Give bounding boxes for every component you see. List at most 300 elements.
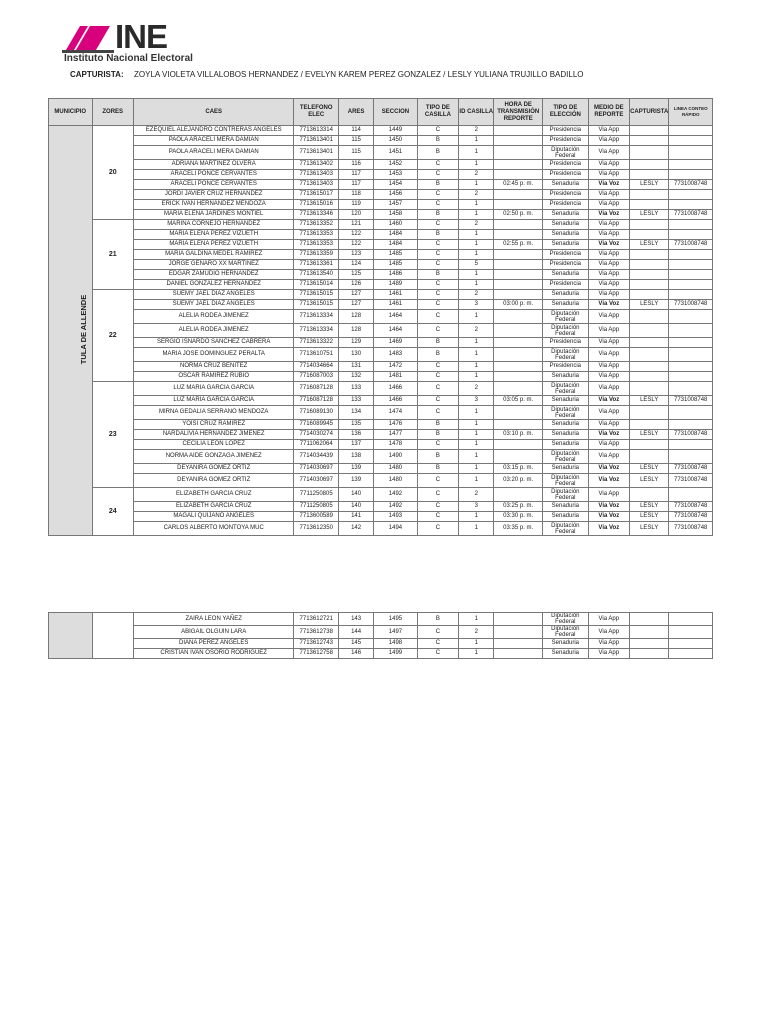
cell-hora: 02:45 p. m. <box>494 180 543 190</box>
cell-tipo-eleccion: Diputación Federal <box>543 348 589 362</box>
cell-medio: Via App <box>588 250 629 260</box>
table-row <box>49 324 713 338</box>
cell-hora: 03:35 p. m. <box>494 522 543 536</box>
cell-telefono: 7713613352 <box>294 220 339 230</box>
cell-tipo-casilla: B <box>417 420 458 430</box>
cell-seccion: 1460 <box>374 220 418 230</box>
cell-tipo-eleccion: Senaduria <box>543 440 589 450</box>
cell-hora <box>494 626 543 639</box>
cell-ares: 137 <box>339 440 374 450</box>
municipio-label: TULA DE ALLENDE <box>79 294 89 365</box>
cell-caes: SUEMY JAEL DIAZ ANGELES <box>133 290 294 300</box>
cell-linea <box>669 290 713 300</box>
table-row <box>49 382 713 396</box>
cell-id-casilla: 1 <box>459 210 494 220</box>
table-row <box>49 338 713 348</box>
cell-telefono: 7713613314 <box>294 126 339 136</box>
cell-seccion: 1498 <box>374 639 418 649</box>
cell-tipo-casilla: B <box>417 230 458 240</box>
table-row <box>49 230 713 240</box>
cell-hora: 03:25 p. m. <box>494 502 543 512</box>
table-row <box>49 170 713 180</box>
cell-tipo-casilla: C <box>417 512 458 522</box>
cell-linea: 7731008748 <box>669 464 713 474</box>
table-row <box>49 348 713 362</box>
cell-medio: Via Voz <box>588 240 629 250</box>
cell-tipo-eleccion: Diputación Federal <box>543 382 589 396</box>
cell-tipo-eleccion: Diputación Federal <box>543 406 589 420</box>
cell-hora <box>494 250 543 260</box>
cell-hora <box>494 338 543 348</box>
cell-id-casilla: 1 <box>459 310 494 324</box>
cell-seccion: 1480 <box>374 474 418 488</box>
cell-id-casilla: 1 <box>459 362 494 372</box>
cell-seccion: 1469 <box>374 338 418 348</box>
cell-tipo-eleccion: Senaduria <box>543 464 589 474</box>
cell-tipo-casilla: C <box>417 240 458 250</box>
cell-medio: Via App <box>588 220 629 230</box>
cell-capturista <box>630 200 669 210</box>
cell-tipo-casilla: B <box>417 338 458 348</box>
cell-caes: LUZ MARIA GARCIA GARCIA <box>133 396 294 406</box>
cell-tipo-eleccion: Senaduria <box>543 220 589 230</box>
cell-linea <box>669 338 713 348</box>
cell-medio: Via App <box>588 270 629 280</box>
cell-telefono: 7713613359 <box>294 250 339 260</box>
cell-linea <box>669 200 713 210</box>
cell-telefono: 7713615015 <box>294 290 339 300</box>
cell-ares: 135 <box>339 420 374 430</box>
cell-tipo-eleccion: Presidencia <box>543 160 589 170</box>
cell-tipo-eleccion: Diputación Federal <box>543 522 589 536</box>
cell-tipo-casilla: B <box>417 348 458 362</box>
cell-ares: 130 <box>339 348 374 362</box>
cell-tipo-casilla: B <box>417 210 458 220</box>
cell-capturista <box>630 626 669 639</box>
table-row <box>49 649 713 659</box>
cell-ares: 129 <box>339 338 374 348</box>
cell-telefono: 7713613401 <box>294 146 339 160</box>
cell-medio: Via Voz <box>588 464 629 474</box>
cell-seccion: 1497 <box>374 626 418 639</box>
cell-tipo-casilla: C <box>417 440 458 450</box>
cell-id-casilla: 1 <box>459 464 494 474</box>
cell-telefono: 7713612758 <box>294 649 339 659</box>
cell-medio: Via App <box>588 324 629 338</box>
cell-caes: SUEMY JAEL DIAZ ANGELES <box>133 300 294 310</box>
cell-telefono: 7711062064 <box>294 440 339 450</box>
cell-tipo-eleccion: Senaduria <box>543 180 589 190</box>
cell-medio: Via App <box>588 372 629 382</box>
cell-hora <box>494 613 543 626</box>
cell-caes: ZAIRA LEON YAÑEZ <box>133 613 294 626</box>
cell-ares: 146 <box>339 649 374 659</box>
report-table-continuation <box>48 612 713 659</box>
cell-caes: SERGIO ISNARDO SANCHEZ CABRERA <box>133 338 294 348</box>
cell-tipo-eleccion: Diputación Federal <box>543 613 589 626</box>
cell-capturista: LESLY <box>630 512 669 522</box>
table-row <box>49 190 713 200</box>
cell-ares: 117 <box>339 170 374 180</box>
cell-caes: CECILIA LEON LOPEZ <box>133 440 294 450</box>
cell-seccion: 1451 <box>374 146 418 160</box>
cell-linea <box>669 348 713 362</box>
cell-capturista <box>630 310 669 324</box>
zone-label: 24 <box>92 488 133 536</box>
cell-medio: Via App <box>588 450 629 464</box>
cell-medio: Via App <box>588 362 629 372</box>
cell-id-casilla: 1 <box>459 240 494 250</box>
cell-tipo-eleccion: Presidencia <box>543 362 589 372</box>
cell-medio: Via Voz <box>588 210 629 220</box>
cell-id-casilla: 1 <box>459 522 494 536</box>
table-header-row <box>49 99 713 126</box>
cell-caes: CRISTIAN IVAN OSORIO RODRIGUEZ <box>133 649 294 659</box>
cell-capturista: LESLY <box>630 430 669 440</box>
cell-caes: NARDALIVIA HERNANDEZ JIMENEZ <box>133 430 294 440</box>
cell-telefono: 7714034439 <box>294 450 339 464</box>
cell-tipo-casilla: C <box>417 382 458 396</box>
cell-seccion: 1454 <box>374 180 418 190</box>
cell-capturista: LESLY <box>630 180 669 190</box>
cell-medio: Via App <box>588 348 629 362</box>
cell-medio: Via App <box>588 290 629 300</box>
cell-id-casilla: 1 <box>459 146 494 160</box>
cell-linea <box>669 639 713 649</box>
cell-medio: Via App <box>588 280 629 290</box>
cell-seccion: 1449 <box>374 126 418 136</box>
table-row <box>49 440 713 450</box>
cell-tipo-eleccion: Senaduria <box>543 396 589 406</box>
cell-hora <box>494 260 543 270</box>
cell-hora <box>494 450 543 464</box>
cell-ares: 133 <box>339 396 374 406</box>
table-row <box>49 270 713 280</box>
table-row <box>49 220 713 230</box>
table-row <box>49 450 713 464</box>
cell-ares: 138 <box>339 450 374 464</box>
cell-tipo-eleccion: Diputación Federal <box>543 450 589 464</box>
cell-hora <box>494 290 543 300</box>
cell-hora <box>494 190 543 200</box>
cell-tipo-casilla: B <box>417 180 458 190</box>
cell-capturista <box>630 488 669 502</box>
cell-tipo-eleccion: Senaduria <box>543 372 589 382</box>
cell-linea <box>669 170 713 180</box>
cell-ares: 118 <box>339 190 374 200</box>
cell-tipo-eleccion: Senaduria <box>543 290 589 300</box>
table-row <box>49 613 713 626</box>
zone-label <box>92 613 133 659</box>
cell-ares: 132 <box>339 372 374 382</box>
cell-medio: Via App <box>588 420 629 430</box>
cell-tipo-eleccion: Senaduria <box>543 649 589 659</box>
cell-capturista <box>630 639 669 649</box>
cell-seccion: 1450 <box>374 136 418 146</box>
cell-hora <box>494 136 543 146</box>
cell-seccion: 1495 <box>374 613 418 626</box>
cell-linea <box>669 488 713 502</box>
cell-ares: 131 <box>339 362 374 372</box>
cell-caes: EZEQUIEL ALEJANDRO CONTRERAS ANGELES <box>133 126 294 136</box>
cell-id-casilla: 2 <box>459 220 494 230</box>
cell-seccion: 1476 <box>374 420 418 430</box>
cell-medio: Via App <box>588 260 629 270</box>
cell-capturista <box>630 440 669 450</box>
cell-linea <box>669 372 713 382</box>
cell-tipo-casilla: B <box>417 270 458 280</box>
cell-telefono: 7716087128 <box>294 382 339 396</box>
cell-hora <box>494 310 543 324</box>
header-ares: ARES <box>339 99 374 126</box>
cell-caes: PAOLA ARACELI MERA DAMIAN <box>133 136 294 146</box>
table-row <box>49 300 713 310</box>
cell-linea: 7731008748 <box>669 502 713 512</box>
municipio-cell <box>49 613 93 659</box>
cell-tipo-eleccion: Diputación Federal <box>543 474 589 488</box>
cell-ares: 117 <box>339 180 374 190</box>
cell-hora <box>494 270 543 280</box>
cell-linea <box>669 626 713 639</box>
cell-tipo-casilla: C <box>417 626 458 639</box>
cell-seccion: 1494 <box>374 522 418 536</box>
cell-linea <box>669 440 713 450</box>
cell-tipo-eleccion: Senaduria <box>543 230 589 240</box>
cell-id-casilla: 2 <box>459 190 494 200</box>
cell-tipo-casilla: B <box>417 136 458 146</box>
cell-capturista <box>630 220 669 230</box>
table-row <box>49 512 713 522</box>
cell-tipo-eleccion: Presidencia <box>543 338 589 348</box>
cell-seccion: 1485 <box>374 250 418 260</box>
cell-seccion: 1490 <box>374 450 418 464</box>
cell-linea <box>669 160 713 170</box>
cell-medio: Via App <box>588 488 629 502</box>
table-row <box>49 290 713 300</box>
header-tipo-casilla: TIPO DE CASILLA <box>417 99 458 126</box>
cell-ares: 142 <box>339 522 374 536</box>
cell-caes: NORMA AIDE GONZAGA JIMENEZ <box>133 450 294 464</box>
cell-hora: 03:00 p. m. <box>494 300 543 310</box>
cell-capturista <box>630 348 669 362</box>
cell-hora: 03:05 p. m. <box>494 396 543 406</box>
cell-caes: MARINA CORNEJO HERNANDEZ <box>133 220 294 230</box>
cell-tipo-eleccion: Presidencia <box>543 190 589 200</box>
table-row <box>49 626 713 639</box>
cell-linea <box>669 190 713 200</box>
cell-telefono: 7713613361 <box>294 260 339 270</box>
cell-linea: 7731008748 <box>669 210 713 220</box>
cell-linea <box>669 260 713 270</box>
cell-telefono: 7713612721 <box>294 613 339 626</box>
table-row <box>49 464 713 474</box>
table-row <box>49 260 713 270</box>
cell-ares: 122 <box>339 240 374 250</box>
cell-id-casilla: 1 <box>459 649 494 659</box>
cell-telefono: 7713613334 <box>294 324 339 338</box>
cell-id-casilla: 1 <box>459 406 494 420</box>
cell-hora <box>494 230 543 240</box>
cell-capturista <box>630 170 669 180</box>
cell-medio: Via Voz <box>588 474 629 488</box>
cell-hora <box>494 170 543 180</box>
cell-telefono: 7713613322 <box>294 338 339 348</box>
cell-caes: ABIGAIL OLGUIN LARA <box>133 626 294 639</box>
cell-tipo-casilla: B <box>417 464 458 474</box>
cell-telefono: 7714030697 <box>294 474 339 488</box>
cell-telefono: 7713613401 <box>294 136 339 146</box>
cell-id-casilla: 1 <box>459 270 494 280</box>
cell-id-casilla: 1 <box>459 613 494 626</box>
cell-telefono: 7713613403 <box>294 170 339 180</box>
cell-medio: Via App <box>588 382 629 396</box>
cell-hora <box>494 280 543 290</box>
cell-hora <box>494 160 543 170</box>
cell-id-casilla: 1 <box>459 136 494 146</box>
cell-tipo-eleccion: Diputación Federal <box>543 488 589 502</box>
cell-id-casilla: 1 <box>459 512 494 522</box>
cell-caes: ELIZABETH GARCIA CRUZ <box>133 488 294 502</box>
cell-capturista <box>630 250 669 260</box>
cell-seccion: 1458 <box>374 210 418 220</box>
header-tipo-eleccion: TIPO DE ELECCIÓN <box>543 99 589 126</box>
cell-ares: 128 <box>339 324 374 338</box>
cell-tipo-casilla: B <box>417 430 458 440</box>
cell-medio: Via App <box>588 639 629 649</box>
cell-id-casilla: 2 <box>459 170 494 180</box>
cell-caes: PAOLA ARACELI MERA DAMIAN <box>133 146 294 160</box>
cell-hora <box>494 382 543 396</box>
cell-telefono: 7713613353 <box>294 240 339 250</box>
cell-tipo-casilla: C <box>417 522 458 536</box>
cell-caes: MARIA GALDINA MEDEL RAMIREZ <box>133 250 294 260</box>
cell-caes: ARACELI PONCE CERVANTES <box>133 180 294 190</box>
cell-tipo-casilla: C <box>417 200 458 210</box>
cell-caes: ADRIANA MARTINEZ OLVERA <box>133 160 294 170</box>
cell-id-casilla: 1 <box>459 348 494 362</box>
cell-tipo-casilla: C <box>417 260 458 270</box>
cell-id-casilla: 1 <box>459 160 494 170</box>
cell-caes: CARLOS ALBERTO MONTOYA MUC <box>133 522 294 536</box>
cell-seccion: 1477 <box>374 430 418 440</box>
cell-tipo-casilla: C <box>417 190 458 200</box>
cell-tipo-casilla: C <box>417 362 458 372</box>
cell-ares: 115 <box>339 136 374 146</box>
cell-caes: LUZ MARIA GARCIA GARCIA <box>133 382 294 396</box>
cell-linea <box>669 450 713 464</box>
header-linea: LINEA CONTEO RÁPIDO <box>669 99 713 126</box>
cell-ares: 127 <box>339 300 374 310</box>
cell-seccion: 1492 <box>374 488 418 502</box>
capturista-value: ZOYLA VIOLETA VILLALOBOS HERNANDEZ / EVELYN KAREM PEREZ GONZALEZ / LESLY YULIANA TRUJILLO BADILLO <box>134 70 584 79</box>
cell-seccion: 1492 <box>374 502 418 512</box>
cell-caes: JORGE GENARO XX MARTINEZ <box>133 260 294 270</box>
cell-hora <box>494 362 543 372</box>
cell-medio: Via Voz <box>588 430 629 440</box>
cell-telefono: 7713613353 <box>294 230 339 240</box>
cell-telefono: 7713615015 <box>294 300 339 310</box>
cell-id-casilla: 2 <box>459 626 494 639</box>
cell-caes: OSCAR RAMIREZ RUBIO <box>133 372 294 382</box>
cell-hora: 03:15 p. m. <box>494 464 543 474</box>
cell-tipo-casilla: C <box>417 649 458 659</box>
cell-telefono: 7716089130 <box>294 406 339 420</box>
cell-telefono: 7714034664 <box>294 362 339 372</box>
cell-linea: 7731008748 <box>669 430 713 440</box>
cell-capturista: LESLY <box>630 396 669 406</box>
table-row <box>49 420 713 430</box>
cell-tipo-eleccion: Presidencia <box>543 250 589 260</box>
cell-capturista <box>630 230 669 240</box>
cell-seccion: 1461 <box>374 290 418 300</box>
cell-caes: DEYANIRA GOMEZ ORTIZ <box>133 474 294 488</box>
cell-capturista <box>630 126 669 136</box>
cell-telefono: 7716087003 <box>294 372 339 382</box>
cell-capturista <box>630 649 669 659</box>
table-row <box>49 639 713 649</box>
cell-seccion: 1484 <box>374 240 418 250</box>
cell-capturista: LESLY <box>630 464 669 474</box>
cell-linea <box>669 126 713 136</box>
cell-id-casilla: 5 <box>459 260 494 270</box>
cell-capturista <box>630 420 669 430</box>
cell-caes: MIRNA GEDALIA SERRANO MENDOZA <box>133 406 294 420</box>
cell-tipo-eleccion: Senaduria <box>543 210 589 220</box>
cell-id-casilla: 1 <box>459 372 494 382</box>
cell-caes: ERICK IVAN HERNANDEZ MENDOZA <box>133 200 294 210</box>
cell-medio: Via App <box>588 613 629 626</box>
cell-ares: 139 <box>339 474 374 488</box>
cell-seccion: 1474 <box>374 406 418 420</box>
cell-ares: 119 <box>339 200 374 210</box>
table-row <box>49 372 713 382</box>
cell-tipo-eleccion: Presidencia <box>543 200 589 210</box>
cell-seccion: 1466 <box>374 382 418 396</box>
cell-caes: JORDI JAVIER CRUZ HERNANDEZ <box>133 190 294 200</box>
cell-ares: 123 <box>339 250 374 260</box>
cell-ares: 124 <box>339 260 374 270</box>
ine-emblem-icon <box>62 22 114 54</box>
cell-telefono: 7714030697 <box>294 464 339 474</box>
cell-tipo-casilla: C <box>417 474 458 488</box>
cell-hora <box>494 372 543 382</box>
cell-seccion: 1464 <box>374 310 418 324</box>
cell-tipo-eleccion: Presidencia <box>543 260 589 270</box>
cell-hora: 02:50 p. m. <box>494 210 543 220</box>
cell-telefono: 7713612743 <box>294 639 339 649</box>
cell-capturista: LESLY <box>630 240 669 250</box>
cell-hora <box>494 639 543 649</box>
header-id-casilla: ID CASILLA <box>459 99 494 126</box>
cell-linea <box>669 613 713 626</box>
cell-ares: 140 <box>339 488 374 502</box>
cell-linea <box>669 270 713 280</box>
cell-tipo-eleccion: Senaduria <box>543 240 589 250</box>
cell-linea: 7731008748 <box>669 180 713 190</box>
cell-seccion: 1484 <box>374 230 418 240</box>
cell-linea <box>669 324 713 338</box>
header-telefono: TELEFONO ELEC <box>294 99 339 126</box>
cell-ares: 141 <box>339 512 374 522</box>
cell-capturista <box>630 136 669 146</box>
cell-capturista <box>630 280 669 290</box>
cell-id-casilla: 1 <box>459 474 494 488</box>
table-row <box>49 488 713 502</box>
header-zores: ZORES <box>92 99 133 126</box>
cell-tipo-casilla: C <box>417 160 458 170</box>
cell-seccion: 1481 <box>374 372 418 382</box>
cell-telefono: 7713615017 <box>294 190 339 200</box>
